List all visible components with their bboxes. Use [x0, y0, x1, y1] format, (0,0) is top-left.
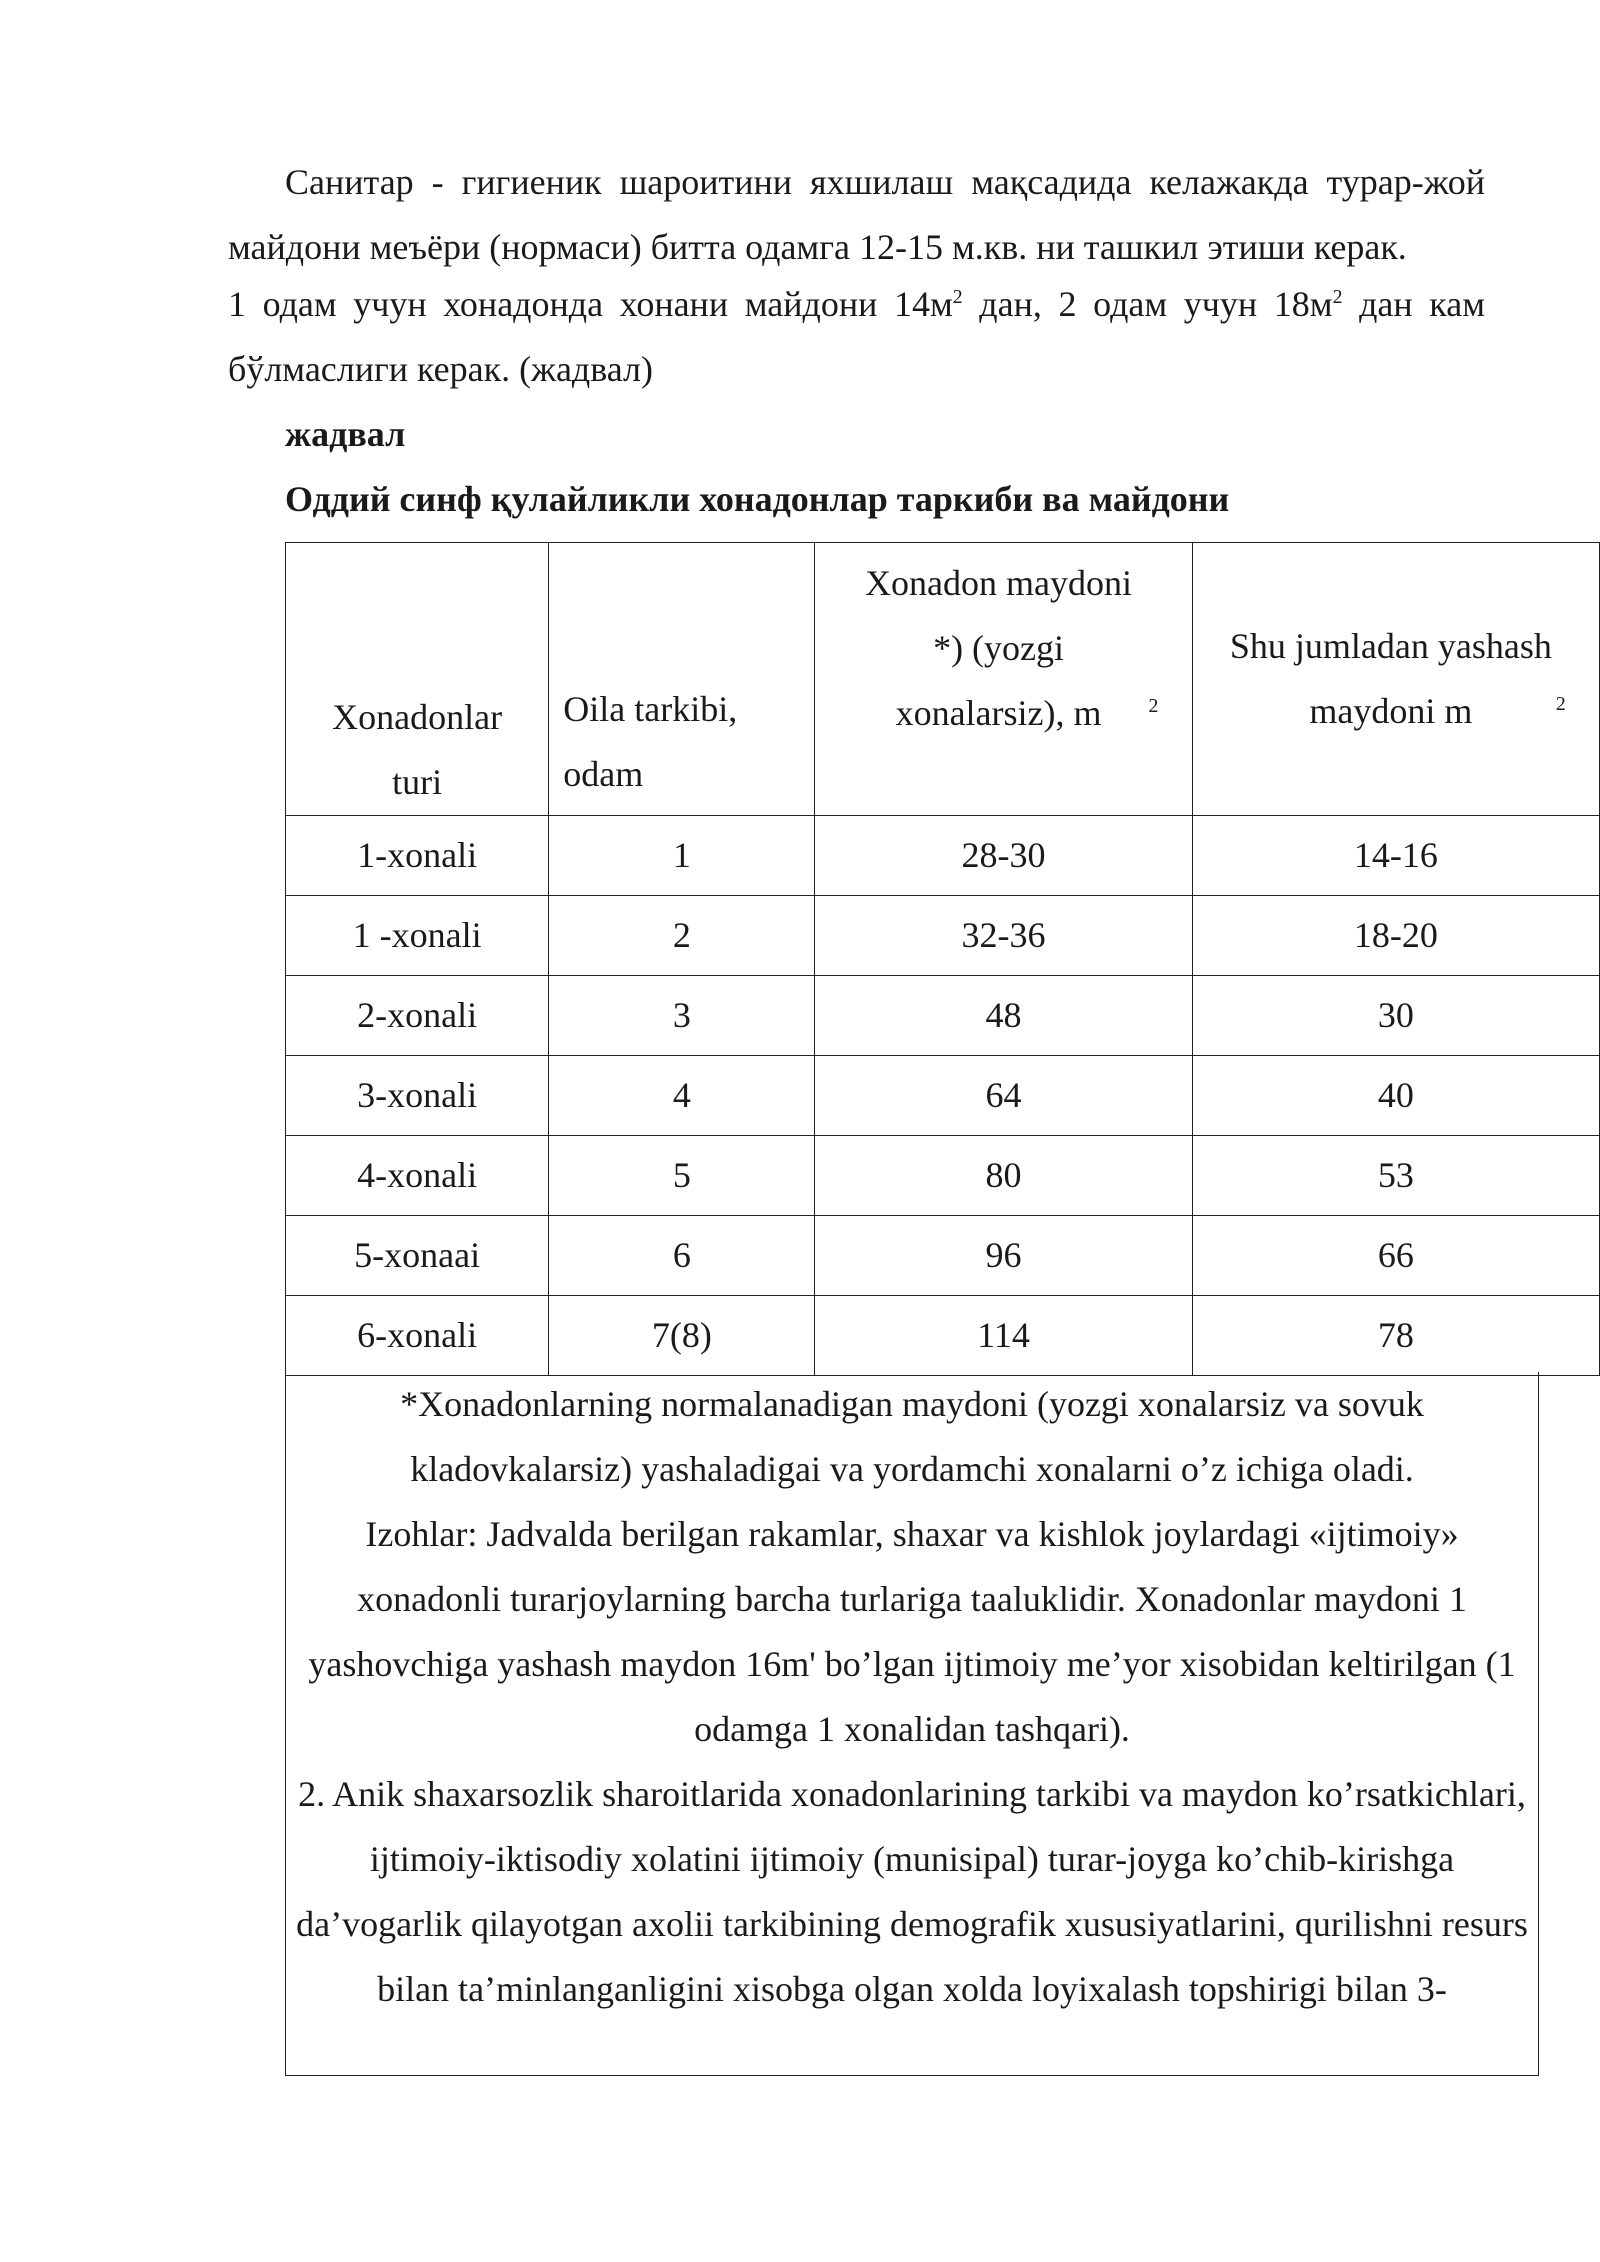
table-row: [286, 976, 1600, 1056]
cell-living: 78: [1192, 1296, 1599, 1376]
cell-family: 2: [549, 896, 815, 976]
table-label: жадвал: [285, 414, 406, 454]
intro-line-1: Санитар - гигиеник шароитини яхшилаш мақсадида келажакда турар-жой майдони меъёри (нормаси) битта одамга 12-15 м.кв. ни ташкил этиши керак.: [228, 162, 1485, 267]
superscript: 2: [1332, 286, 1343, 308]
table-row: [286, 1296, 1600, 1376]
cell-family: 6: [549, 1216, 815, 1296]
cell-type: 5-xonaai: [286, 1216, 549, 1296]
cell-living: 40: [1192, 1056, 1599, 1136]
cell-family: 4: [549, 1056, 815, 1136]
cell-living: 14-16: [1192, 816, 1599, 896]
note-footnote: *Xonadonlarning normalanadigan maydoni (yozgi xonalarsiz va sovuk kladovkalarsiz) yashaladigai va yordamchi xonalarni o’z ichiga oladi.: [400, 1384, 1424, 1489]
intro-paragraph-1: [228, 150, 1485, 280]
header-area-text: Xonadon maydoni *) (yozgi xonalarsiz), m: [865, 563, 1133, 733]
cell-family: 3: [549, 976, 815, 1056]
cell-area: 28-30: [815, 816, 1192, 896]
table-notes: [285, 1372, 1539, 2076]
intro-line-2a: 1 одам учун хонадонда хонани майдони 14м: [228, 284, 953, 324]
header-cell-type: [286, 543, 549, 816]
table-row: [286, 1136, 1600, 1216]
cell-area: 80: [815, 1136, 1192, 1216]
cell-family: 1: [549, 816, 815, 896]
intro-paragraph-2: [228, 272, 1485, 402]
superscript: 2: [952, 286, 963, 308]
cell-living: 66: [1192, 1216, 1599, 1296]
header-family-text: Oila tarkibi, odam: [563, 689, 738, 794]
cell-living: 30: [1192, 976, 1599, 1056]
cell-type: 3-xonali: [286, 1056, 549, 1136]
cell-family: 5: [549, 1136, 815, 1216]
note-remarks: Izohlar: Jadvalda berilgan rakamlar, shaxar va kishlok joylardagi «ijtimoiy» xonadonli turarjoylarning barcha turlariga taaluklidir. Xonadonlar maydoni 1 yashovchiga yashash maydon 16m' bo’lgan ijtimoiy me’yor xisobidan keltirilgan (1 odamga 1 xonalidan tashqari).: [308, 1514, 1516, 1749]
intro-line-2c: дан кам бўлмаслиги керак. (жадвал): [228, 284, 1485, 389]
cell-type: 1-xonali: [286, 816, 549, 896]
cell-type: 6-xonali: [286, 1296, 549, 1376]
cell-area: 48: [815, 976, 1192, 1056]
header-type-text: Xonadonlar turi: [332, 697, 503, 802]
note-item-2: 2. Anik shaxarsozlik sharoitlarida xonadonlarining tarkibi va maydon ko’rsatkichlari,: [298, 1774, 1526, 1814]
cell-area: 96: [815, 1216, 1192, 1296]
cell-type: 4-xonali: [286, 1136, 549, 1216]
superscript: 2: [1148, 695, 1159, 717]
cell-type: 2-xonali: [286, 976, 549, 1056]
cell-family: 7(8): [549, 1296, 815, 1376]
header-living-text: Shu jumladan yashash maydoni m: [1229, 626, 1552, 731]
intro-line-2b: дан, 2 одам учун 18м: [962, 284, 1333, 324]
superscript: 2: [1555, 693, 1566, 715]
cell-area: 64: [815, 1056, 1192, 1136]
header-cell-living: [1192, 543, 1599, 816]
header-cell-area: [815, 543, 1192, 816]
table-title: Оддий синф қулайликли хонадонлар таркиби ва майдони: [285, 479, 1230, 519]
table-header-row: [286, 543, 1600, 816]
cell-living: 53: [1192, 1136, 1599, 1216]
cell-area: 114: [815, 1296, 1192, 1376]
cell-living: 18-20: [1192, 896, 1599, 976]
note-continuation: ijtimoiy-iktisodiy xolatini ijtimoiy (munisipal) turar-joyga ko’chib-kirishga da’vogarlik qilayotgan axolii tarkibining demografik xususiyatlarini, qurilishni resurs bilan ta’minlanganligini xisobga olgan xolda loyixalash topshirigi bilan 3-: [296, 1839, 1528, 2009]
table-row: [286, 1056, 1600, 1136]
cell-type: 1 -xonali: [286, 896, 549, 976]
apartment-table: [285, 542, 1600, 1376]
header-cell-family: [549, 543, 815, 816]
cell-area: 32-36: [815, 896, 1192, 976]
table-row: [286, 1216, 1600, 1296]
table-row: [286, 896, 1600, 976]
table-row: [286, 816, 1600, 896]
